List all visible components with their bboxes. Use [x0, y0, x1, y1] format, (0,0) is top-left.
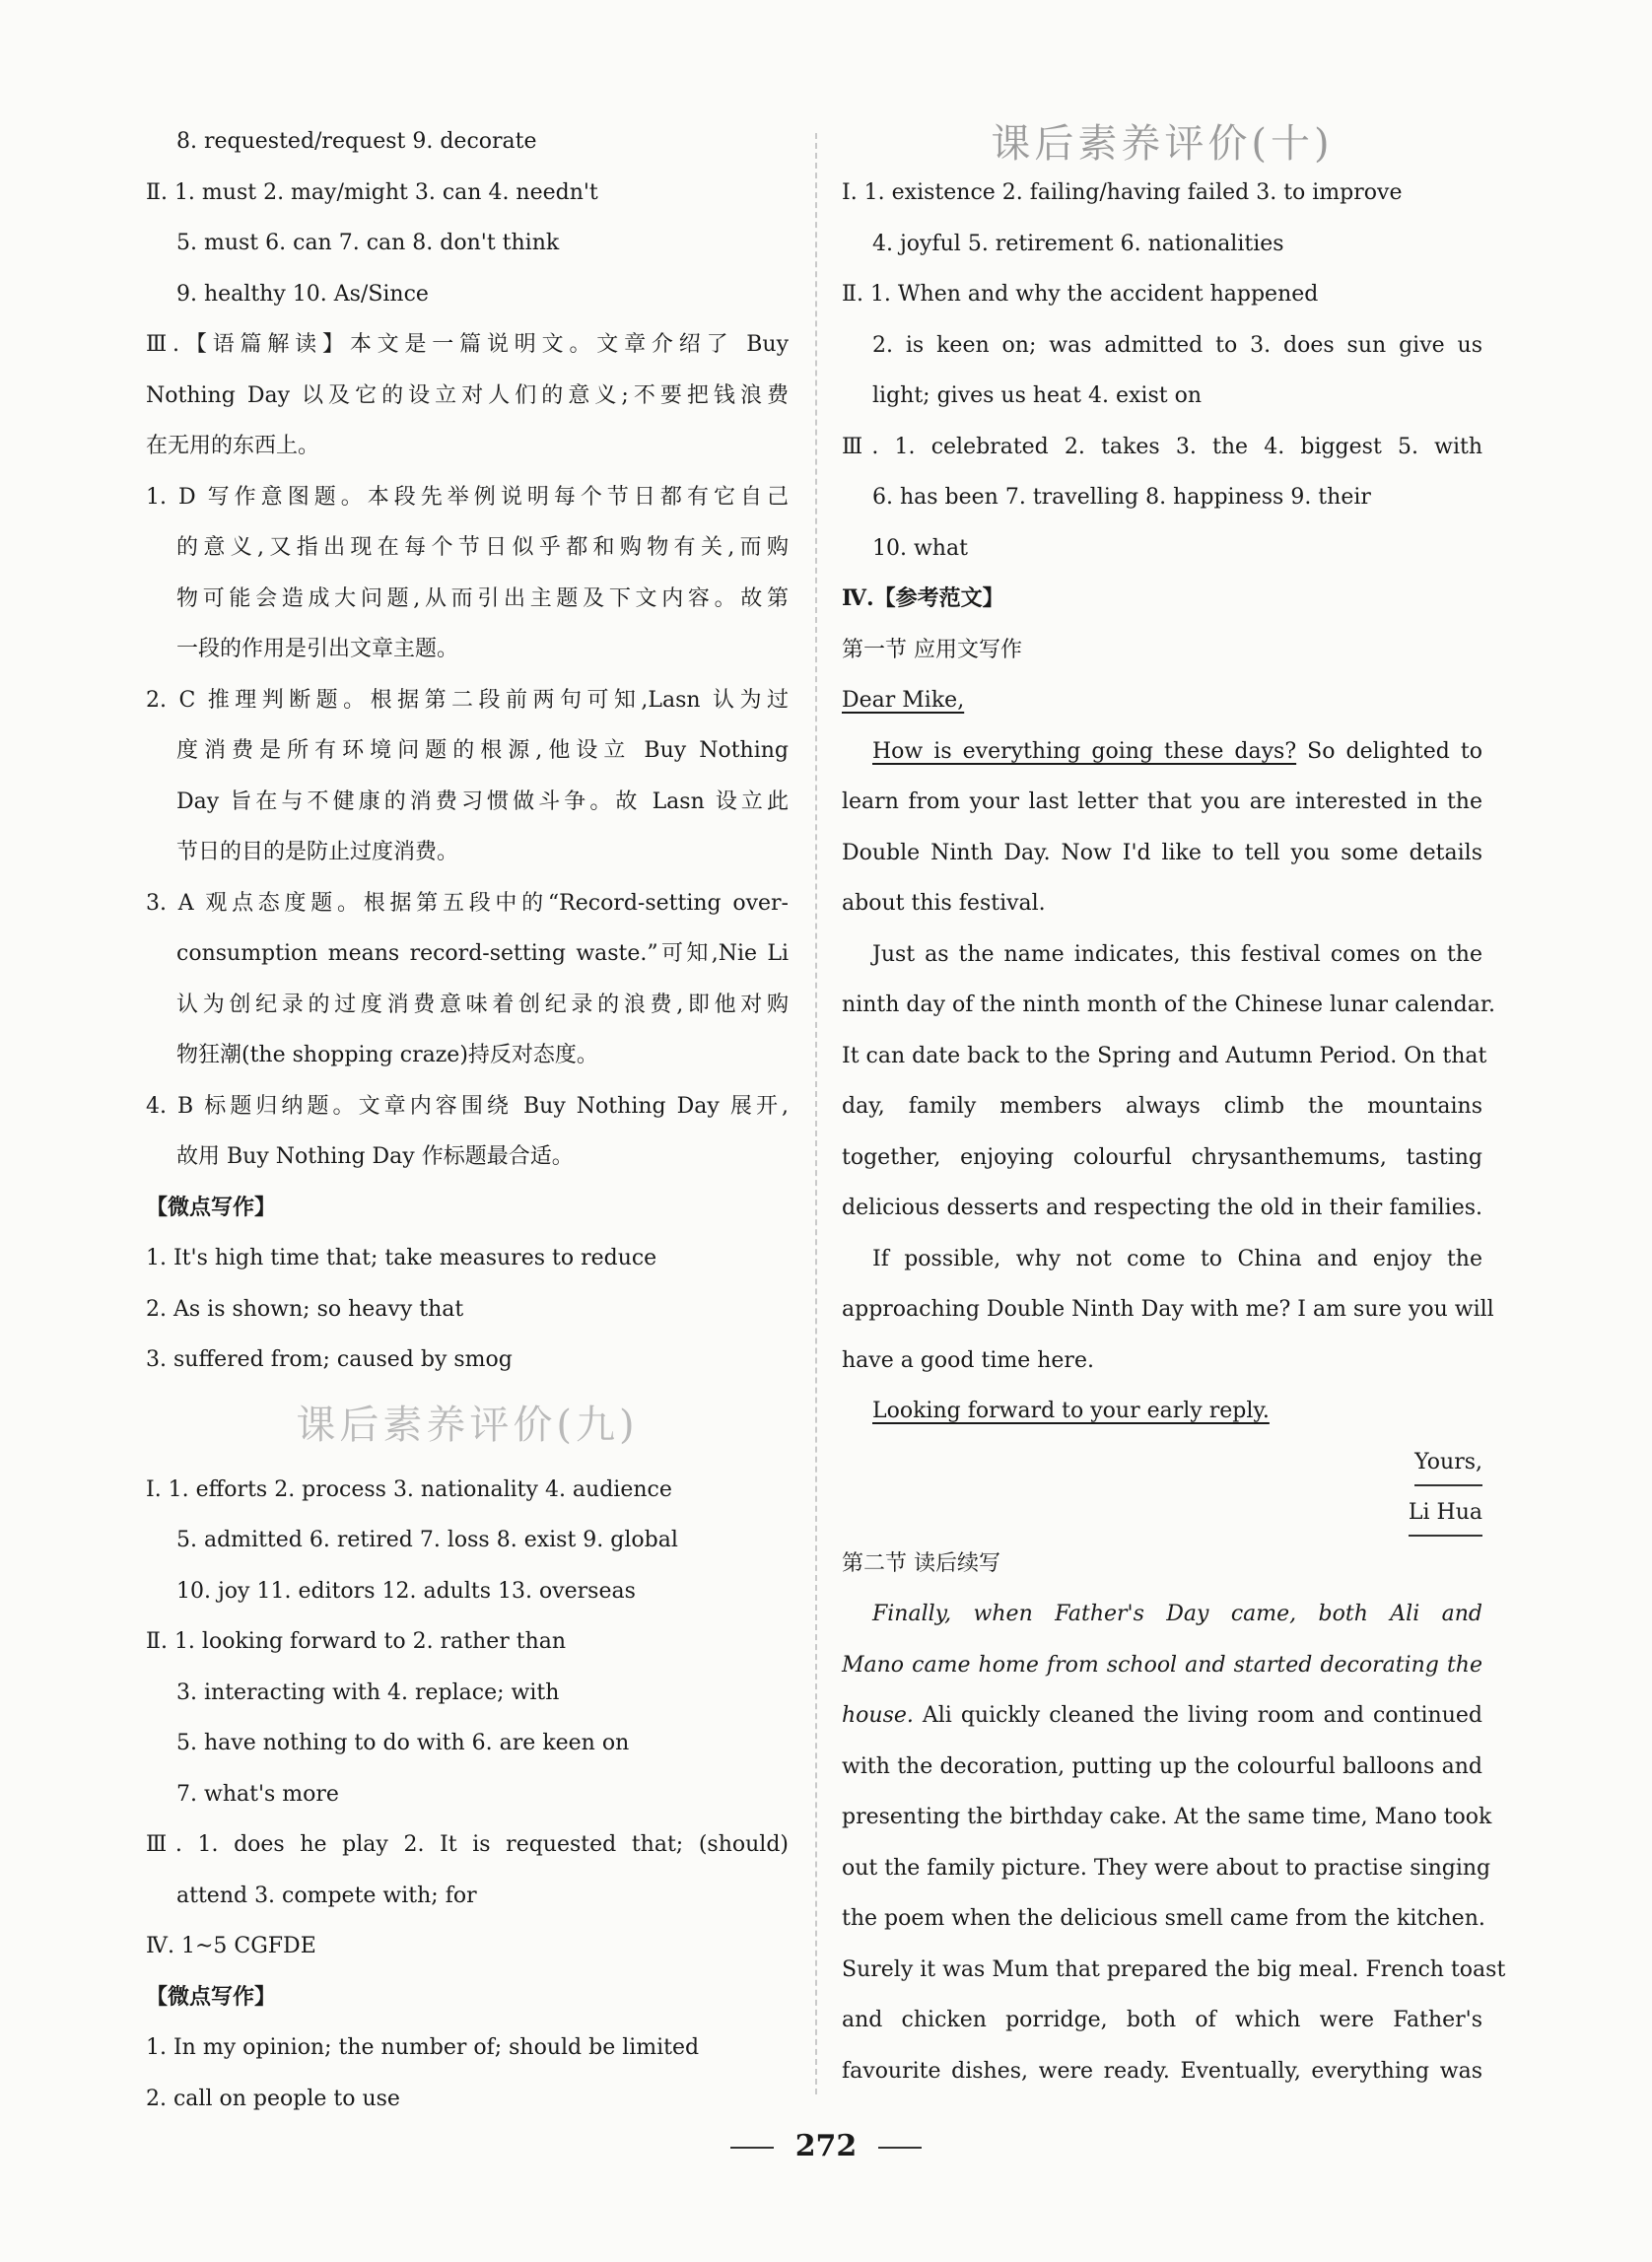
- letter-line: approaching Double Ninth Day with me? I am sure you will: [842, 1297, 1494, 1322]
- explanation-line: Day 旨在与不健康的消费习惯做斗争。故 Lasn 设立此: [176, 788, 789, 814]
- letter-line: ninth day of the ninth month of the Chinese lunar calendar.: [842, 993, 1495, 1017]
- letter-line: day, family members always climb the mountains: [842, 1094, 1482, 1119]
- story-italic: house.: [842, 1703, 914, 1728]
- letter-line: together, enjoying colourful chrysanthemums, tasting: [842, 1144, 1482, 1170]
- answer-line: 9. healthy 10. As/Since: [176, 281, 429, 307]
- answer-line: light; gives us heat 4. exist on: [872, 383, 1202, 408]
- story-line: [842, 1690, 1482, 1742]
- answer-line: Ⅱ. 1. must 2. may/might 3. can 4. needn't: [146, 179, 598, 205]
- letter-line: about this festival.: [842, 891, 1046, 916]
- explanation-line: 1. D 写作意图题。本段先举例说明每个节日都有它自己: [146, 484, 789, 510]
- story-line: out the family picture. They were about to practise singing: [842, 1855, 1491, 1881]
- dash-right: [878, 2147, 922, 2149]
- answer-line: 1. In my opinion; the number of; should be limited: [146, 2035, 700, 2060]
- answer-line: 10. what: [872, 535, 968, 561]
- explanation-line: 故用 Buy Nothing Day 作标题最合适。: [176, 1144, 574, 1169]
- answer-line: 3. suffered from; caused by smog: [146, 1347, 513, 1372]
- explanation-line: 一段的作用是引出文章主题。: [176, 637, 459, 661]
- answer-line: 2. As is shown; so heavy that: [146, 1296, 464, 1322]
- answer-line: Ⅲ. 1. does he play 2. It is requested that; (should): [146, 1832, 789, 1857]
- letter-line: [842, 726, 1482, 778]
- passage-analysis: Ⅲ.【语篇解读】本文是一篇说明文。文章介绍了 Buy: [146, 332, 789, 357]
- letter-closing: [842, 1386, 1482, 1437]
- letter-line: Just as the name indicates, this festival comes on the: [872, 941, 1482, 967]
- answer-line: 7. what's more: [176, 1781, 339, 1807]
- answer-line: Ⅳ. 1~5 CGFDE: [146, 1934, 316, 1958]
- explanation-line: consumption means record-setting waste.”可知,Nie Li: [176, 941, 789, 966]
- letter-line: delicious desserts and respecting the old in their families.: [842, 1196, 1482, 1220]
- story-line: Finally, when Father's Day came, both Ali and: [872, 1602, 1482, 1626]
- subsection-heading: 第二节 读后续写: [842, 1550, 1000, 1576]
- sign-off-text: Yours,: [1414, 1443, 1482, 1486]
- passage-analysis: 在无用的东西上。: [146, 434, 320, 458]
- story-line: Mano came home from school and started decorating the: [842, 1652, 1482, 1678]
- answer-line: 8. requested/request 9. decorate: [176, 129, 537, 154]
- right-column: [842, 116, 1506, 2096]
- explanation-line: 度消费是所有环境问题的根源,他设立 Buy Nothing: [176, 738, 789, 763]
- closing-text: Looking forward to your early reply.: [872, 1399, 1270, 1423]
- answer-line: attend 3. compete with; for: [176, 1883, 477, 1908]
- answer-line: Ⅰ. 1. existence 2. failing/having failed 3. to improve: [842, 180, 1403, 205]
- story-line: Surely it was Mum that prepared the big meal. French toast: [842, 1956, 1506, 1982]
- answer-line: 5. have nothing to do with 6. are keen on: [176, 1731, 630, 1755]
- page-number: [0, 2129, 1652, 2163]
- story-text: Ali quickly cleaned the living room and continued: [913, 1703, 1482, 1728]
- section-title: 课后素养评价(九): [296, 1402, 639, 1448]
- letter-salutation: [842, 675, 1482, 726]
- salutation-text: Dear Mike,: [842, 688, 965, 713]
- explanation-line: 2. C 推理判断题。根据第二段前两句可知,Lasn 认为过: [146, 687, 789, 713]
- section-heading: 【微点写作】: [146, 1983, 277, 2010]
- story-line: presenting the birthday cake. At the same time, Mano took: [842, 1805, 1492, 1829]
- column-divider: [815, 133, 817, 2094]
- page-number-text: 272: [794, 2129, 858, 2163]
- story-line: and chicken porridge, both of which were Father's: [842, 2008, 1482, 2032]
- section-heading: Ⅳ.【参考范文】: [842, 585, 1004, 611]
- explanation-line: 物狂潮(the shopping craze)持反对态度。: [176, 1043, 598, 1067]
- letter-text: So delighted to: [1296, 738, 1482, 764]
- answer-line: 5. admitted 6. retired 7. loss 8. exist 9. global: [176, 1528, 678, 1552]
- answer-line: 5. must 6. can 7. can 8. don't think: [176, 231, 560, 255]
- answer-line: 2. call on people to use: [146, 2086, 400, 2111]
- letter-sign-off: [842, 1437, 1482, 1488]
- story-line: with the decoration, putting up the colourful balloons and: [842, 1753, 1482, 1779]
- left-column: [146, 116, 789, 2124]
- story-line: favourite dishes, were ready. Eventually, everything was: [842, 2058, 1482, 2084]
- answer-line: 10. joy 11. editors 12. adults 13. overseas: [176, 1578, 636, 1604]
- explanation-line: 节日的目的是防止过度消费。: [176, 840, 459, 864]
- signature-text: Li Hua: [1409, 1493, 1482, 1537]
- letter-signature: [842, 1487, 1482, 1539]
- passage-analysis: Nothing Day 以及它的设立对人们的意义;不要把钱浪费: [146, 382, 789, 408]
- explanation-line: 认为创纪录的过度消费意味着创纪录的浪费,即他对购: [176, 992, 789, 1017]
- letter-line: If possible, why not come to China and enjoy the: [872, 1246, 1482, 1271]
- underlined-opening: How is everything going these days?: [872, 738, 1297, 764]
- answer-line: 3. interacting with 4. replace; with: [176, 1679, 560, 1705]
- explanation-line: 的意义,又指出现在每个节日似乎都和购物有关,而购: [176, 535, 789, 560]
- explanation-line: 3. A 观点态度题。根据第五段中的“Record-setting over-: [146, 890, 789, 916]
- answer-line: Ⅱ. 1. looking forward to 2. rather than: [146, 1629, 567, 1654]
- answer-line: Ⅱ. 1. When and why the accident happened: [842, 282, 1319, 307]
- answer-line: 6. has been 7. travelling 8. happiness 9. their: [872, 485, 1371, 510]
- letter-line: Double Ninth Day. Now I'd like to tell you some details: [842, 840, 1482, 865]
- answer-line: 4. joyful 5. retirement 6. nationalities: [872, 231, 1284, 256]
- answer-line: 2. is keen on; was admitted to 3. does sun give us: [872, 332, 1482, 358]
- explanation-line: 物可能会造成大问题,从而引出主题及下文内容。故第: [176, 585, 789, 611]
- story-line: the poem when the delicious smell came from the kitchen.: [842, 1906, 1485, 1931]
- explanation-line: 4. B 标题归纳题。文章内容围绕 Buy Nothing Day 展开,: [146, 1093, 789, 1119]
- dash-left: [730, 2147, 774, 2149]
- section-heading: 【微点写作】: [146, 1194, 277, 1220]
- answer-line: 1. It's high time that; take measures to reduce: [146, 1246, 657, 1270]
- letter-line: learn from your last letter that you are interested in the: [842, 789, 1482, 814]
- letter-line: It can date back to the Spring and Autumn Period. On that: [842, 1043, 1487, 1068]
- answer-line: Ⅲ. 1. celebrated 2. takes 3. the 4. biggest 5. with: [842, 434, 1482, 459]
- subsection-heading: 第一节 应用文写作: [842, 637, 1022, 662]
- section-title: 课后素养评价(十): [991, 121, 1334, 167]
- answer-line: Ⅰ. 1. efforts 2. process 3. nationality 4. audience: [146, 1476, 672, 1502]
- letter-line: have a good time here.: [842, 1347, 1094, 1373]
